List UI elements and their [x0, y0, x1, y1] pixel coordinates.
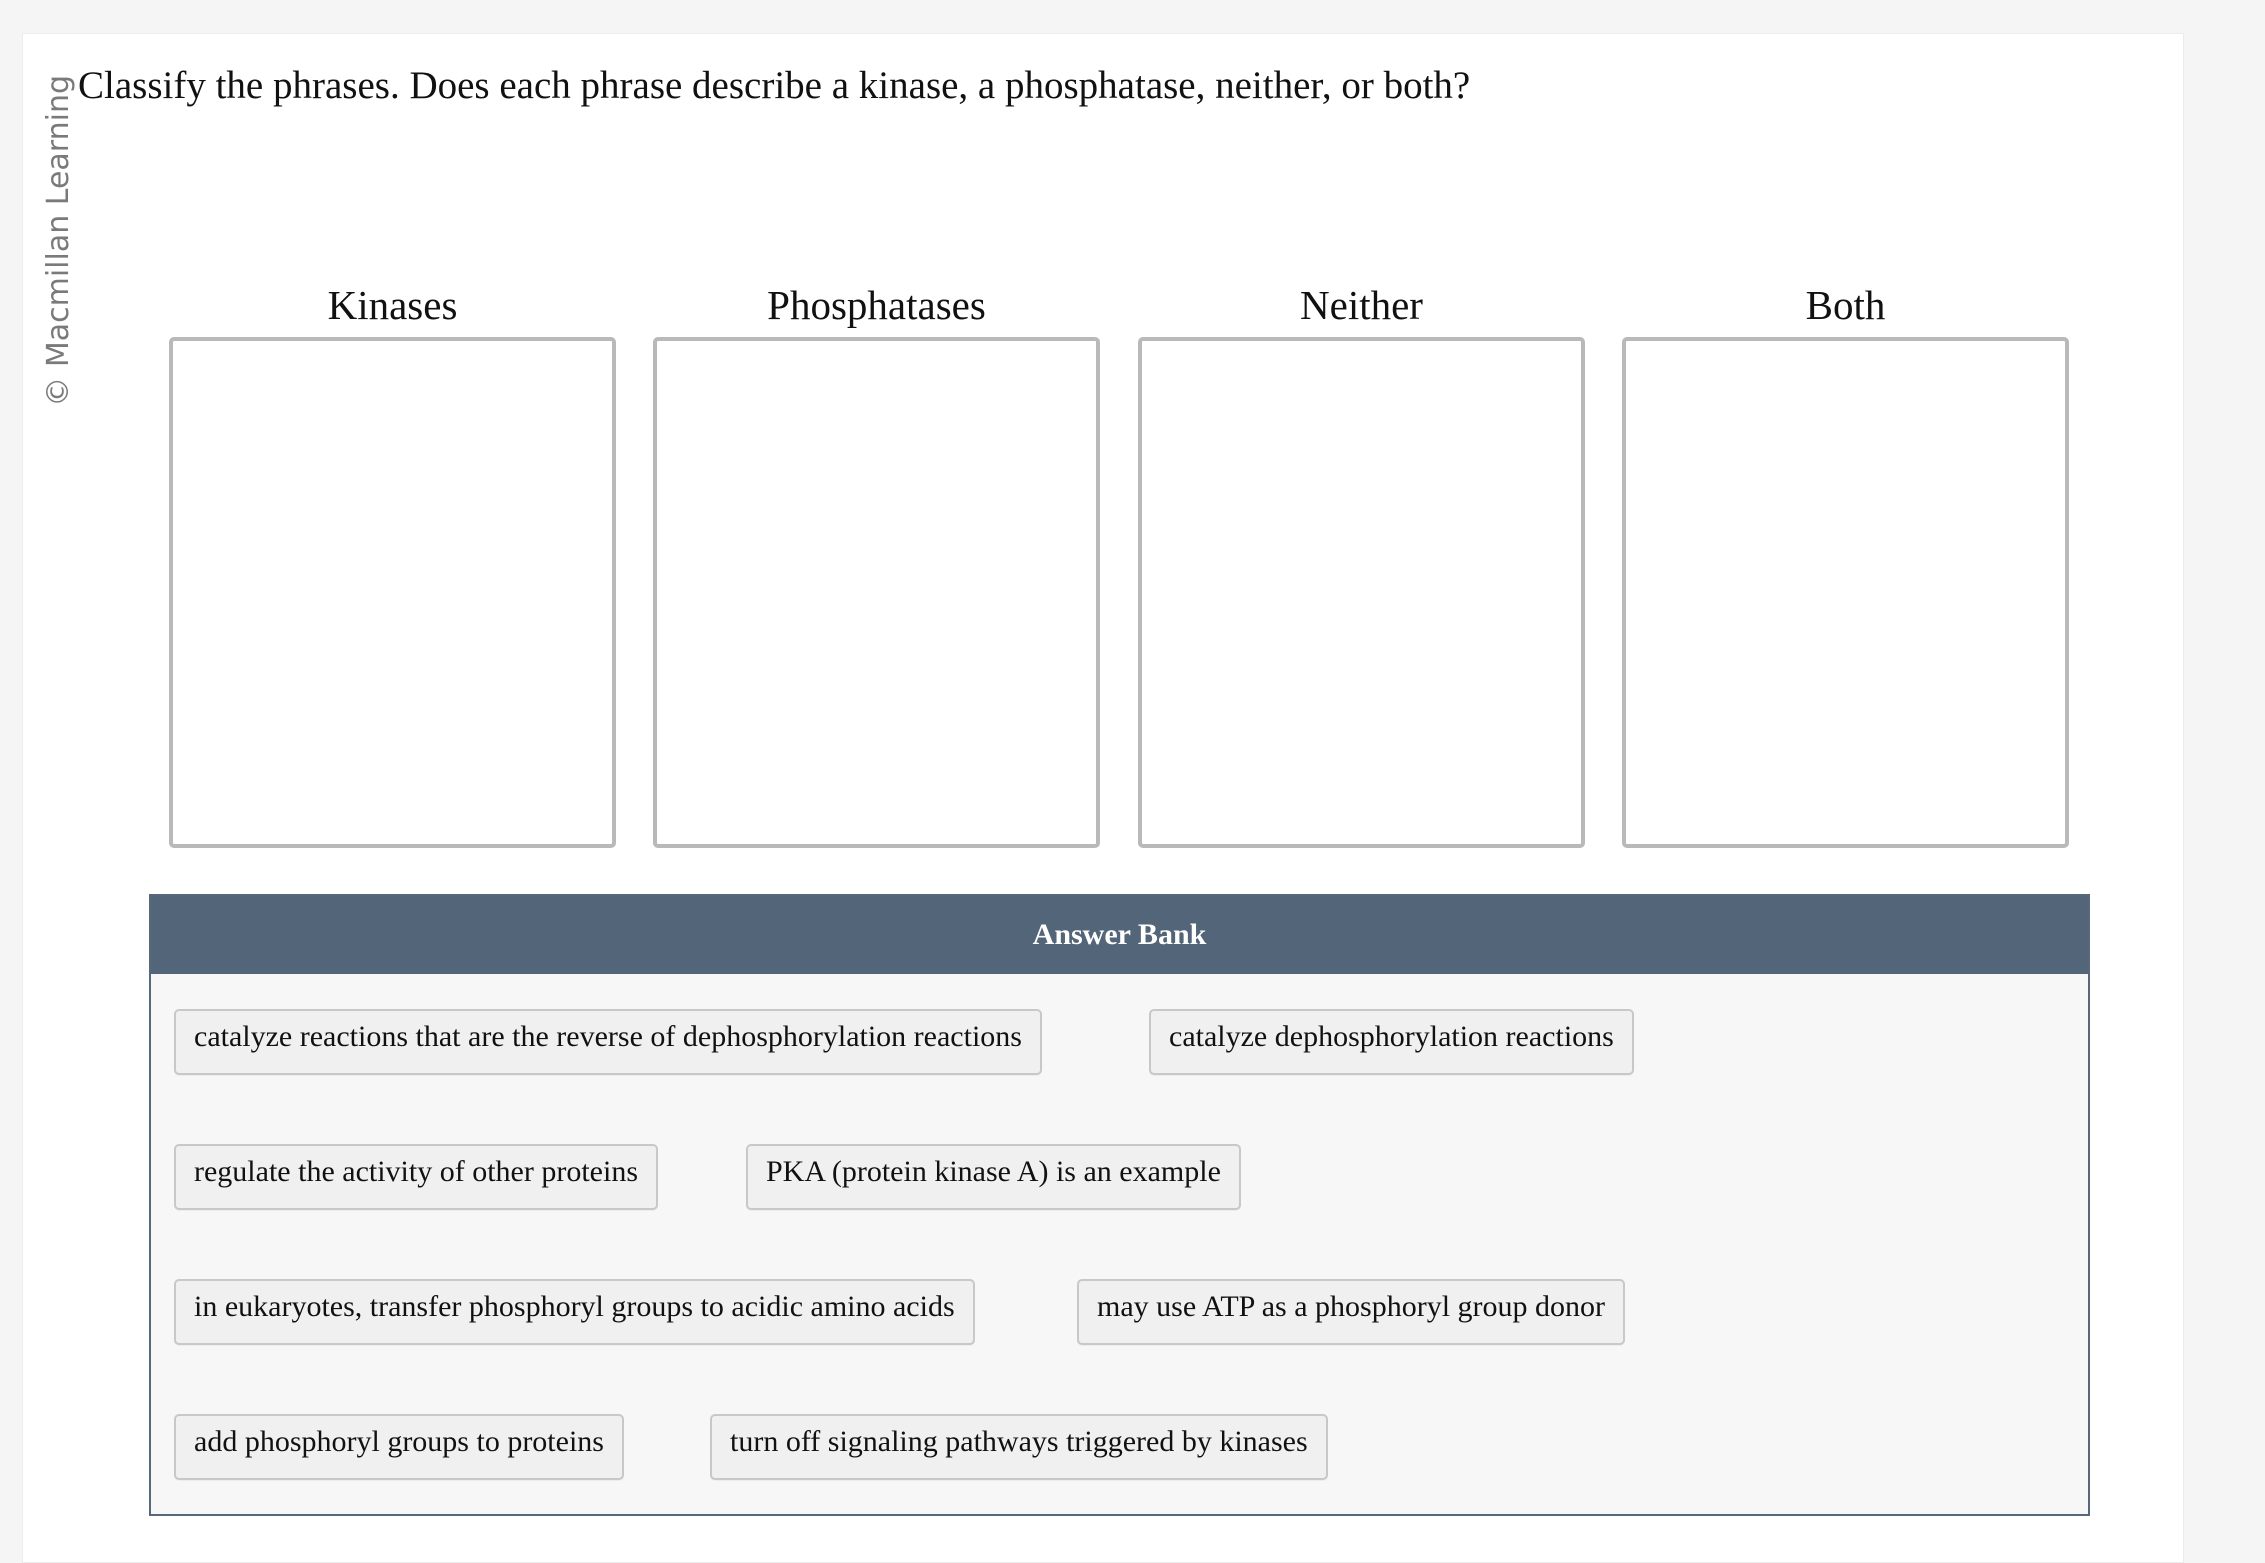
bin-label-neither: Neither: [1300, 282, 1423, 328]
bin-label-phosphatases: Phosphatases: [767, 282, 986, 328]
bin-label-both: Both: [1805, 282, 1886, 328]
drop-zone-neither[interactable]: [1138, 337, 1585, 848]
answer-chip-catalyze-dephosphorylation[interactable]: catalyze dephosphorylation reactions: [1149, 1009, 1634, 1075]
answer-chip-eukaryotes-acidic-amino-acids[interactable]: in eukaryotes, transfer phosphoryl groups to acidic amino acids: [174, 1279, 975, 1345]
copyright-watermark: © Macmillan Learning: [41, 75, 76, 407]
answer-chip-add-phosphoryl-groups[interactable]: add phosphoryl groups to proteins: [174, 1414, 624, 1480]
answer-chip-regulate-activity[interactable]: regulate the activity of other proteins: [174, 1144, 658, 1210]
question-text: Classify the phrases. Does each phrase describe a kinase, a phosphatase, neither, or both?: [78, 64, 1471, 107]
drop-zone-both[interactable]: [1622, 337, 2069, 848]
answer-chip-atp-donor[interactable]: may use ATP as a phosphoryl group donor: [1077, 1279, 1625, 1345]
answer-chip-turn-off-signaling[interactable]: turn off signaling pathways triggered by kinases: [710, 1414, 1328, 1480]
drop-zone-kinases[interactable]: [169, 337, 616, 848]
answer-bank-title: Answer Bank: [151, 896, 2088, 974]
bin-label-kinases: Kinases: [327, 282, 458, 328]
answer-bank[interactable]: [149, 894, 2090, 1516]
answer-chip-pka-example[interactable]: PKA (protein kinase A) is an example: [746, 1144, 1241, 1210]
drop-zone-phosphatases[interactable]: [653, 337, 1100, 848]
answer-chip-reverse-dephosphorylation[interactable]: catalyze reactions that are the reverse of dephosphorylation reactions: [174, 1009, 1042, 1075]
